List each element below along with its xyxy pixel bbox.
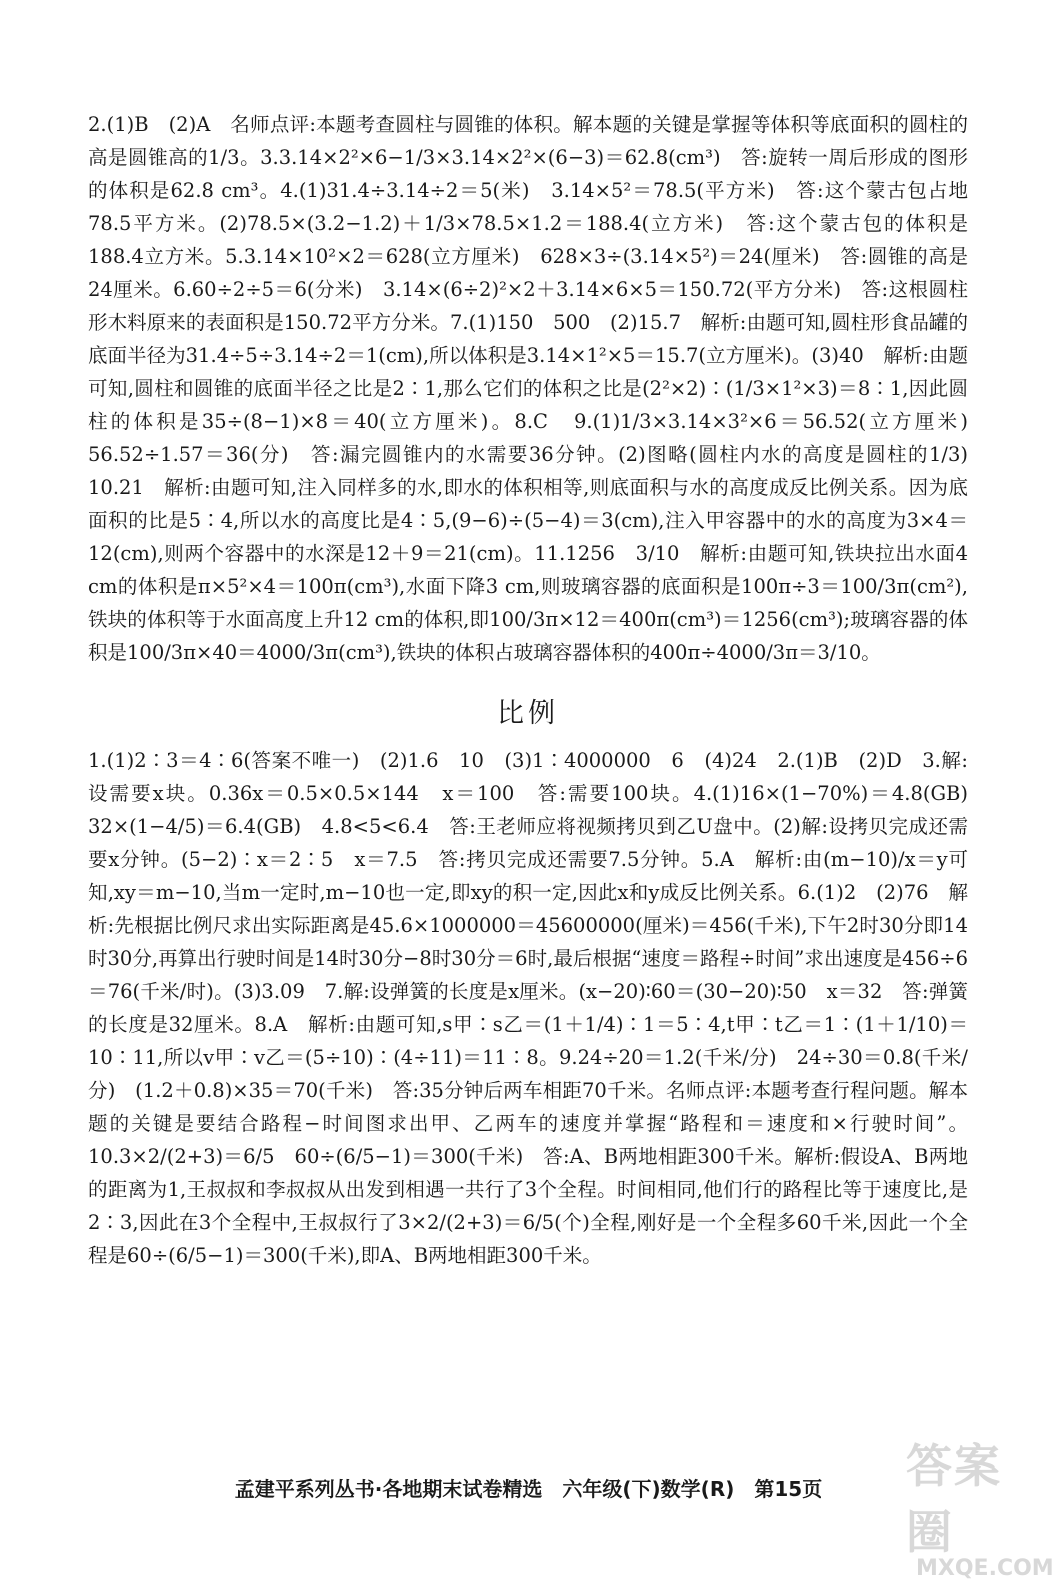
watermark-main: 答案圈 [906,1439,1002,1559]
watermark-logo [906,1430,1054,1581]
answers-ratio: 1.(1)2∶3＝4∶6(答案不唯一) (2)1.6 10 (3)1∶4000000 6 (4)24 2.(1)B (2)D 3.解:设需要x块。0.36x＝0.5×0.5×144 x＝100 答:需要100块。4.(1)16×(1−70%)＝4.8(GB) 32×(1−4/5)＝6.4(GB) 4.8<5<6.4 答:王老师应将视频拷贝到乙U盘中。(2)解:设拷贝完成还需要x分钟。(5−2)∶x＝2∶5 x＝7.5 答:拷贝完成还需要7.5分钟。5.A 解析:由(m−10)/x＝y可知,xy＝m−10,当m一定时,m−10也一定,即xy的积一定,因此x和y成反比例关系。6.(1)2 (2)76 解析:先根据比例尺求出实际距离是45.6×1000000＝45600000(厘米)＝456(千米),下午2时30分即14时30分,再算出行驶时间是14时30分−8时30分＝6时,最后根据“速度＝路程÷时间”求出速度是456÷6＝76(千米/时)。(3)3.09 7.解:设弹簧的长度是x厘米。(x−20)∶60＝(30−20)∶50 x＝32 答:弹簧的长度是32厘米。8.A 解析:由题可知,s甲∶s乙＝(1＋1/4)∶1＝5∶4,t甲∶t乙＝1∶(1＋1/10)＝10∶11,所以v甲∶v乙＝(5÷10)∶(4÷11)＝11∶8。9.24÷20＝1.2(千米/分) 24÷30＝0.8(千米/分) (1.2＋0.8)×35＝70(千米) 答:35分钟后两车相距70千米。名师点评:本题考查行程问题。解本题的关键是要结合路程−时间图求出甲、乙两车的速度并掌握“路程和＝速度和×行驶时间”。10.3×2/(2+3)＝6/5 60÷(6/5−1)＝300(千米) 答:A、B两地相距300千米。解析:假设A、B两地的距离为1,王叔叔和李叔叔从出发到相遇一共行了3个全程。时间相同,他们行的路程比等于速度比,是2∶3,因此在3个全程中,王叔叔行了3×2/(2+3)＝6/5(个)全程,刚好是一个全程多60千米,因此一个全程是60÷(6/5−1)＝300(千米),即A、B两地相距300千米。 [88,749,988,1267]
section-title-ratio: 比例 [497,698,559,729]
page-footer: 孟建平系列丛书·各地期末试卷精选 六年级(下)数学(R) 第15页 [234,1477,823,1501]
watermark-sub: MXQE.COM [916,1556,1054,1581]
answer-page [88,108,988,1272]
answers-cylinder-cone: 2.(1)B (2)A 名师点评:本题考查圆柱与圆锥的体积。解本题的关键是掌握等体积等底面积的圆柱的高是圆锥高的1/3。3.3.14×2²×6−1/3×3.14×2²×(6−3)＝62.8(cm³) 答:旋转一周后形成的图形的体积是62.8 cm³。4.(1)31.4÷3.14÷2＝5(米) 3.14×5²＝78.5(平方米) 答:这个蒙古包占地78.5平方米。(2)78.5×(3.2−1.2)＋1/3×78.5×1.2＝188.4(立方米) 答:这个蒙古包的体积是188.4立方米。5.3.14×10²×2＝628(立方厘米) 628×3÷(3.14×5²)＝24(厘米) 答:圆锥的高是24厘米。6.60÷2÷5＝6(分米) 3.14×(6÷2)²×2＋3.14×6×5＝150.72(平方分米) 答:这根圆柱形木料原来的表面积是150.72平方分米。7.(1)150 500 (2)15.7 解析:由题可知,圆柱形食品罐的底面半径为31.4÷5÷3.14÷2＝1(cm),所以体积是3.14×1²×5＝15.7(立方厘米)。(3)40 解析:由题可知,圆柱和圆锥的底面半径之比是2∶1,那么它们的体积之比是(2²×2)∶(1/3×1²×3)＝8∶1,因此圆柱的体积是35÷(8−1)×8＝40(立方厘米)。8.C 9.(1)1/3×3.14×3²×6＝56.52(立方厘米) 56.52÷1.57＝36(分) 答:漏完圆锥内的水需要36分钟。(2)图略(圆柱内水的高度是圆柱的1/3) 10.21 解析:由题可知,注入同样多的水,即水的体积相等,则底面积与水的高度成反比例关系。因为底面积的比是5∶4,所以水的高度比是4∶5,(9−6)÷(5−4)＝3(cm),注入甲容器中的水的高度为3×4＝12(cm),则两个容器中的水深是12＋9＝21(cm)。11.1256 3/10 解析:由题可知,铁块拉出水面4 cm的体积是π×5²×4＝100π(cm³),水面下降3 cm,则玻璃容器的底面积是100π÷3＝100/3π(cm²),铁块的体积等于水面高度上升12 cm的体积,即100/3π×12＝400π(cm³)＝1256(cm³);玻璃容器的体积是100/3π×40＝4000/3π(cm³),铁块的体积占玻璃容器体积的400π÷4000/3π＝3/10。 [88,113,988,664]
